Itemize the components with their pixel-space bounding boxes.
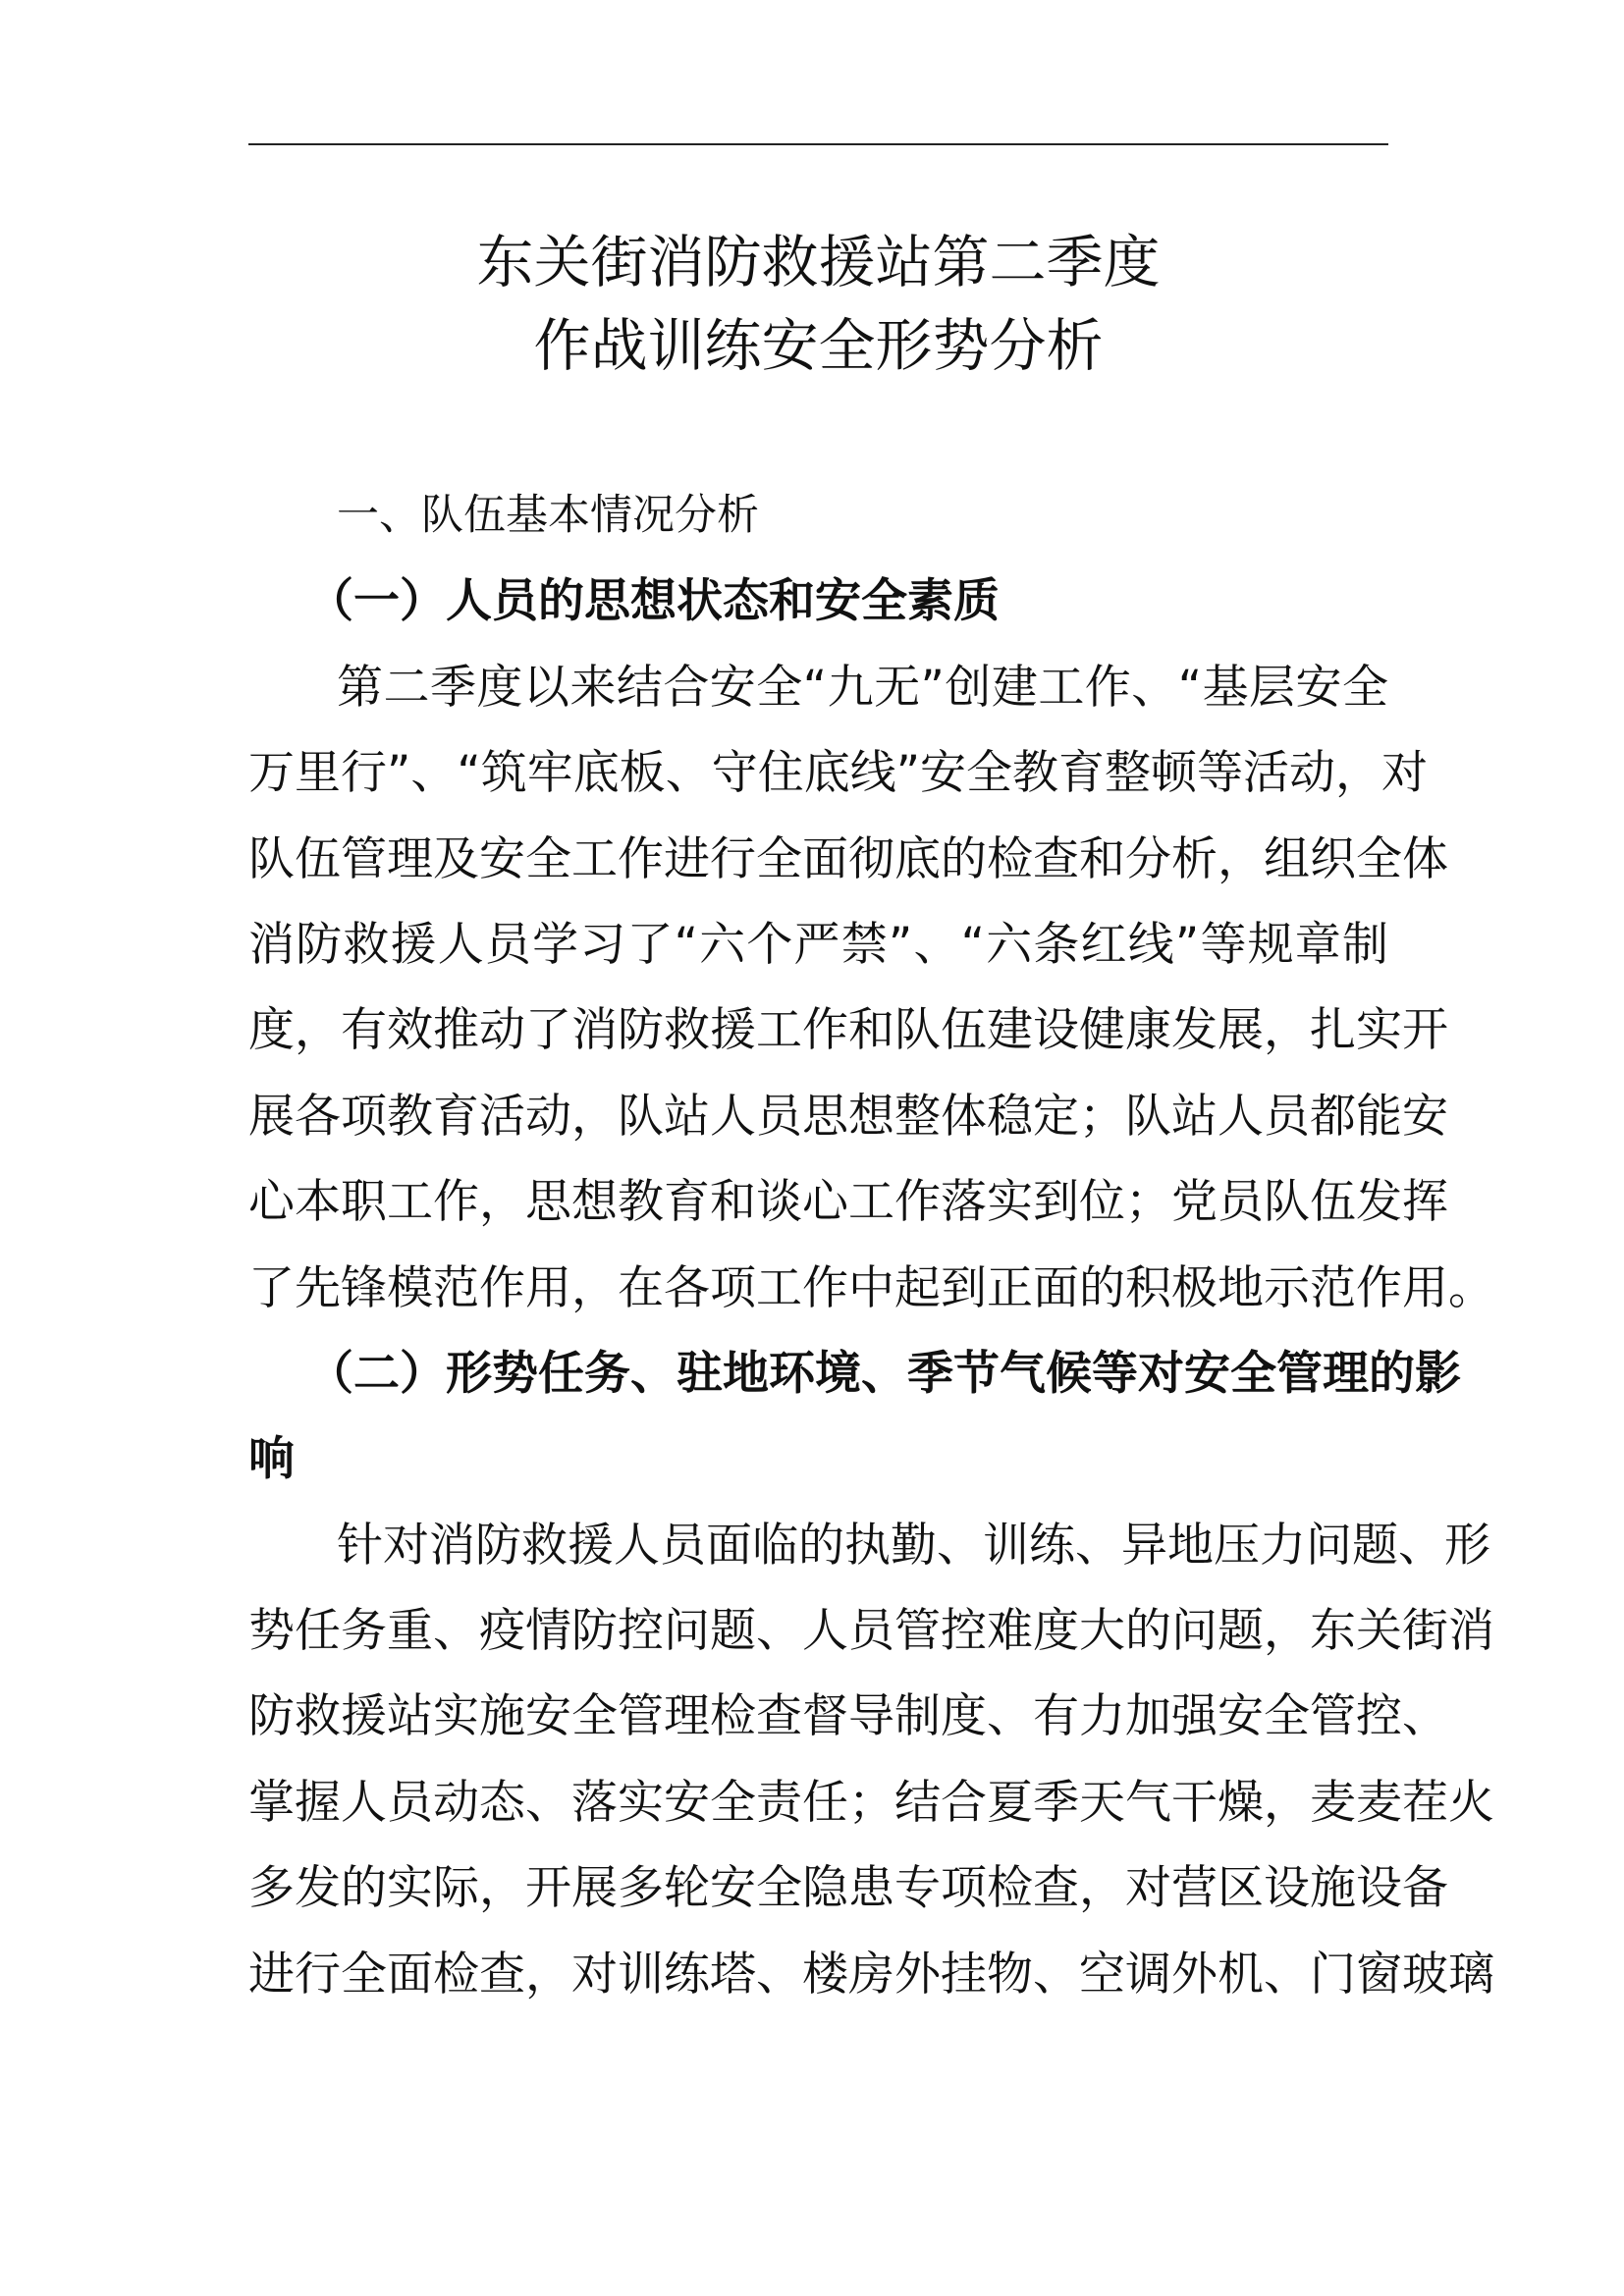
paragraph-2-line: 掌握人员动态、落实安全责任；结合夏季天气干燥，麦麦茬火	[248, 1775, 1494, 1830]
subsection-heading-2: （二）形势任务、驻地环境、季节气候等对安全管理的影	[307, 1346, 1461, 1401]
document-title	[248, 221, 1388, 388]
paragraph-1-line: 队伍管理及安全工作进行全面彻底的检查和分析，组织全体	[248, 831, 1448, 886]
paragraph-1-line: 了先锋模范作用，在各项工作中起到正面的积极地示范作用。	[248, 1260, 1494, 1315]
paragraph-2-line: 进行全面检查，对训练塔、楼房外挂物、空调外机、门窗玻璃	[248, 1947, 1494, 2002]
title-line-1: 东关街消防救援站第二季度	[476, 229, 1161, 295]
paragraph-2-line: 多发的实际，开展多轮安全隐患专项检查，对营区设施设备	[248, 1861, 1448, 1916]
paragraph-1-line: 心本职工作，思想教育和谈心工作落实到位；党员队伍发挥	[248, 1175, 1448, 1230]
paragraph-2-line: 防救援站实施安全管理检查督导制度、有力加强安全管控、	[248, 1689, 1448, 1744]
title-line-2: 作战训练安全形势分析	[533, 312, 1104, 379]
paragraph-1-line: 度，有效推动了消防救援工作和队伍建设健康发展，扎实开	[248, 1003, 1448, 1058]
document-body	[248, 473, 1494, 2017]
paragraph-1-line: 第二季度以来结合安全“九无”创建工作、“基层安全	[337, 660, 1388, 715]
subsection-heading-1: （一）人员的思想状态和安全素质	[307, 574, 1000, 629]
paragraph-2-line: 势任务重、疫情防控问题、人员管控难度大的问题，东关街消	[248, 1604, 1494, 1659]
header-rule	[248, 143, 1388, 145]
paragraph-1-line: 展各项教育活动，队站人员思想整体稳定；队站人员都能安	[248, 1089, 1448, 1144]
subsection-heading-2-cont: 响	[248, 1432, 295, 1487]
paragraph-1-line: 万里行”、“筑牢底板、守住底线”安全教育整顿等活动，对	[248, 746, 1429, 801]
section-heading-1: 一、队伍基本情况分析	[337, 491, 759, 540]
paragraph-1-line: 消防救援人员学习了“六个严禁”、“六条红线”等规章制	[248, 917, 1388, 972]
paragraph-2-line: 针对消防救援人员面临的执勤、训练、异地压力问题、形	[337, 1518, 1490, 1573]
